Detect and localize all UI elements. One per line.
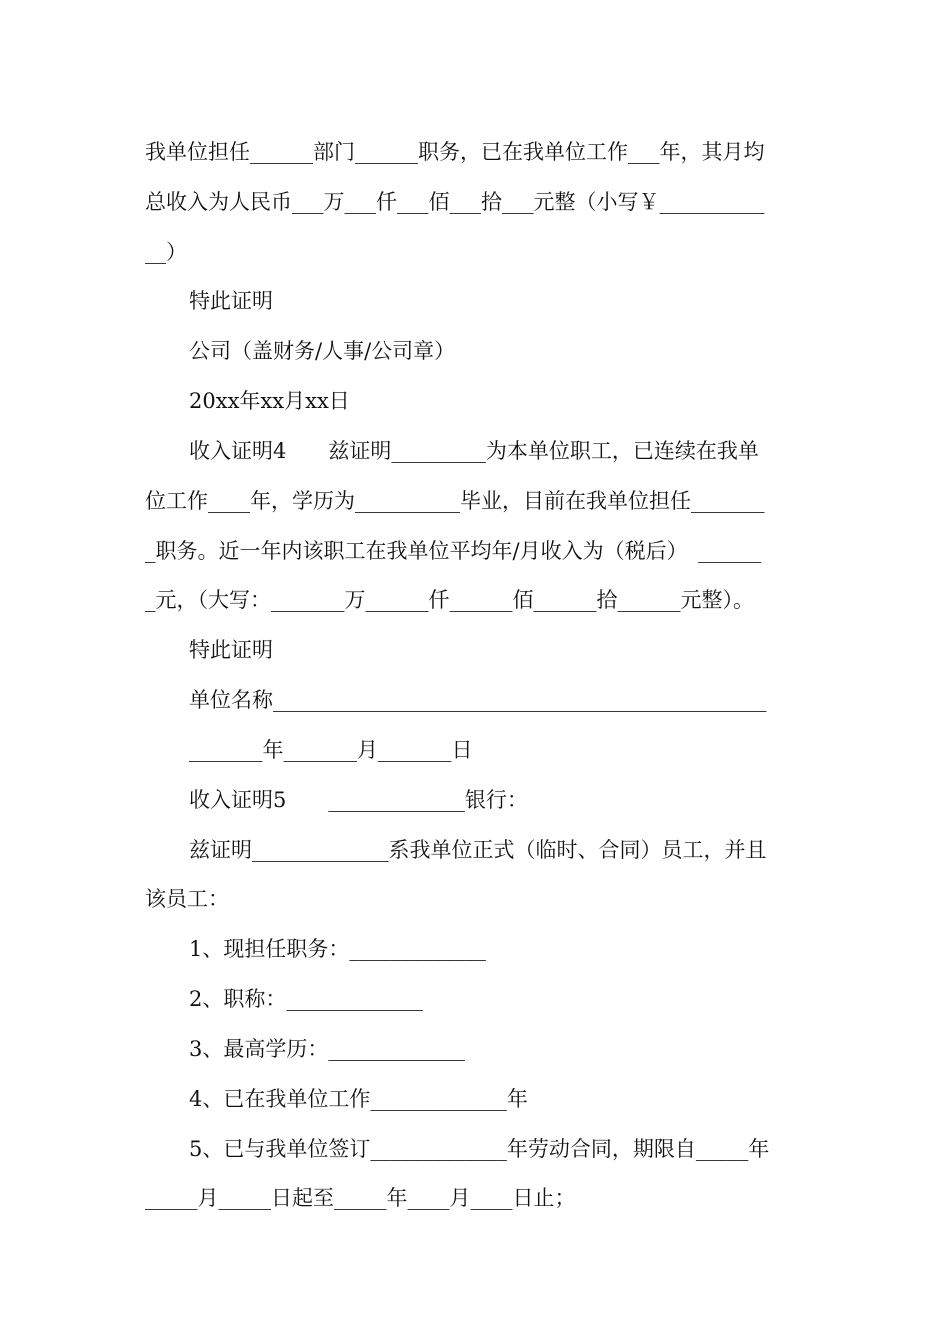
text-line-8: 位工作____年，学历为__________毕业，目前在我单位担任_______ — [145, 489, 765, 513]
text-line-15: 兹证明_____________系我单位正式（临时、合同）员工，并且 — [189, 838, 767, 862]
text-line-13: _______年_______月_______日 — [189, 738, 473, 762]
text-line-2: 总收入为人民币___万___仟___佰___拾___元整（小写￥__________ — [145, 190, 765, 214]
text-line-19: 3、最高学历：_____________ — [189, 1037, 465, 1061]
text-line-22: _____月_____日起至_____年____月____日止； — [145, 1186, 576, 1210]
text-line-7: 收入证明4 兹证明_________为本单位职工，已连续在我单 — [189, 439, 759, 463]
text-line-21: 5、已与我单位签订_____________年劳动合同，期限自_____年 — [189, 1137, 770, 1161]
text-line-20: 4、已在我单位工作_____________年 — [189, 1087, 528, 1111]
text-line-10: _元，（大写：_______万______仟______佰______拾______元整）。 — [145, 588, 754, 612]
text-line-18: 2、职称：_____________ — [189, 987, 423, 1011]
text-line-1: 我单位担任______部门______职务，已在我单位工作___年，其月均 — [145, 140, 765, 164]
text-line-16: 该员工： — [145, 887, 229, 911]
text-line-6: 20xx年xx月xx日 — [189, 389, 350, 413]
text-line-12: 单位名称_______________________________________________ — [189, 688, 767, 712]
text-line-3: __） — [145, 240, 187, 264]
text-line-9: _职务。近一年内该职工在我单位平均年/月收入为（税后） ______ — [145, 539, 762, 563]
text-line-5: 公司（盖财务/人事/公司章） — [189, 339, 456, 363]
text-line-11: 特此证明 — [189, 638, 273, 662]
text-line-14: 收入证明5 _____________银行： — [189, 788, 528, 812]
text-line-17: 1、现担任职务：_____________ — [189, 937, 486, 961]
text-line-4: 特此证明 — [189, 289, 273, 313]
